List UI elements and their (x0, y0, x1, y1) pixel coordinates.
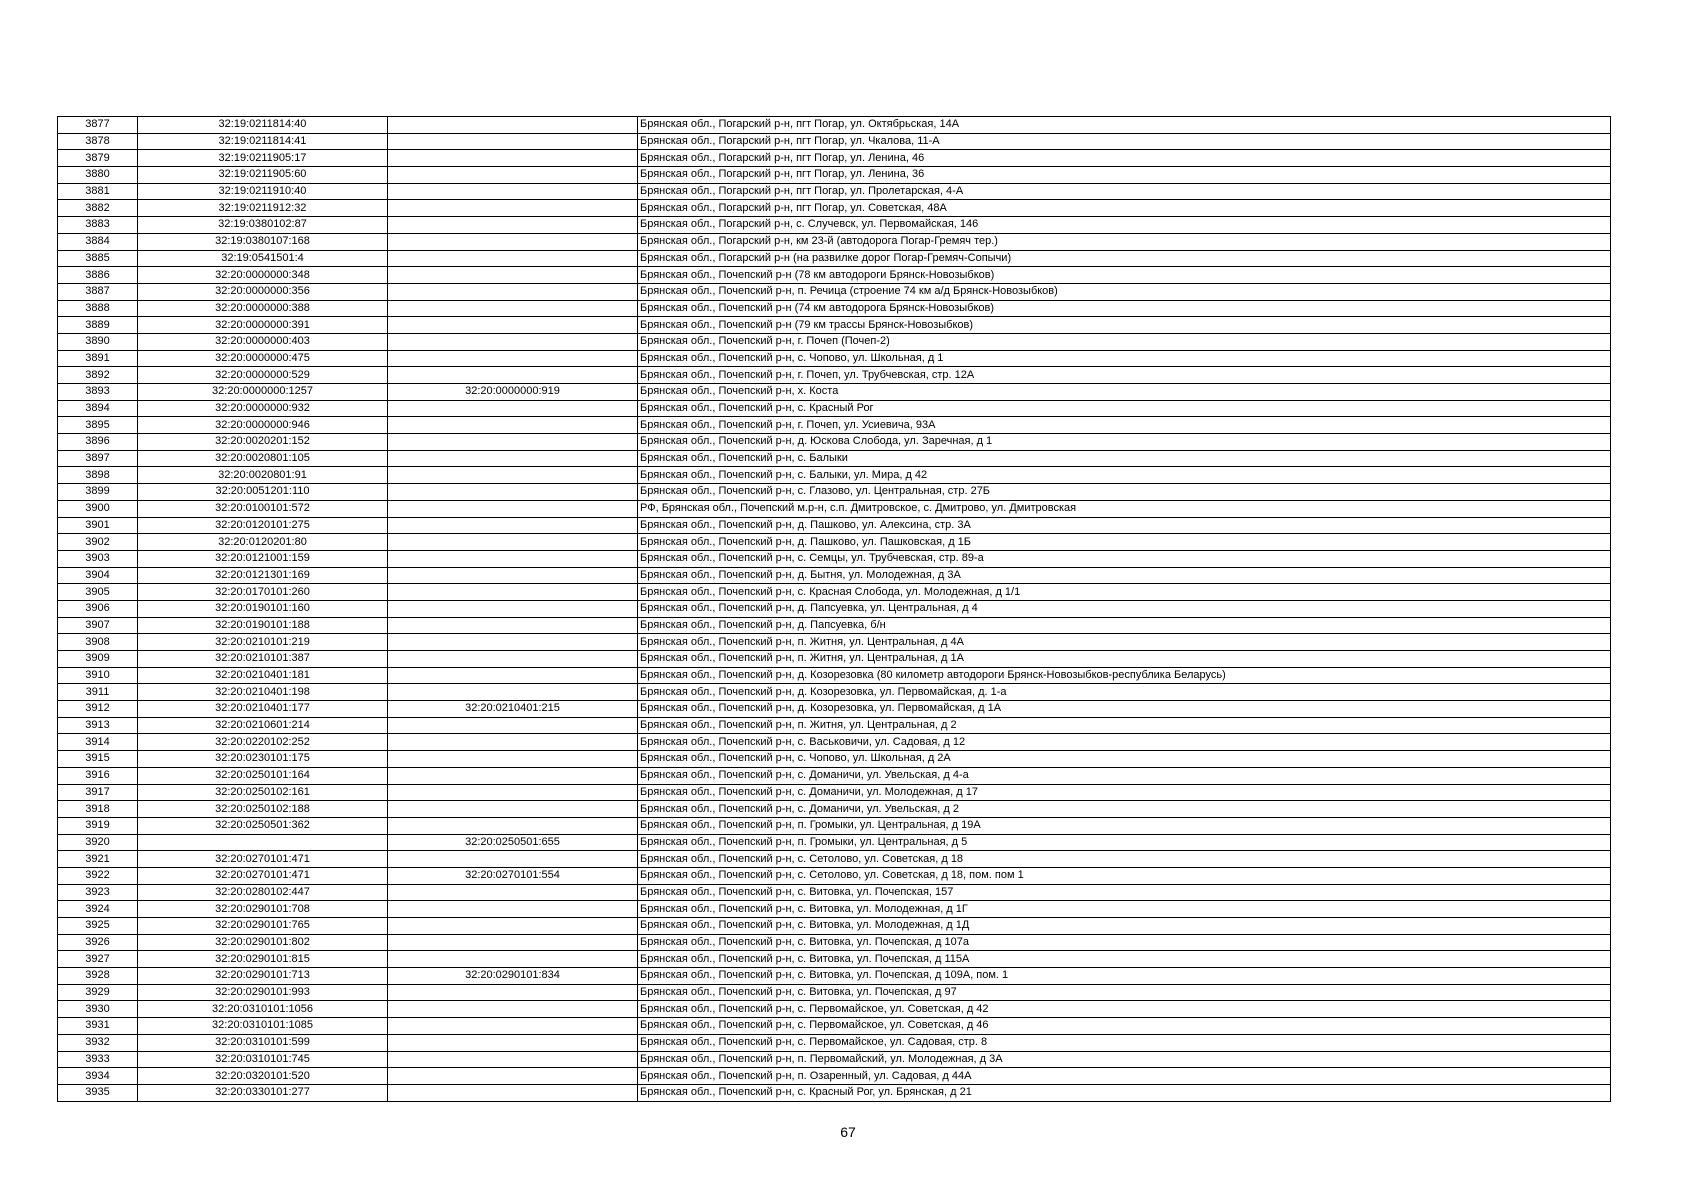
cadastral-number-cell: 32:20:0290101:815 (138, 951, 388, 968)
table-row (58, 550, 1611, 567)
row-number-cell: 3909 (58, 651, 138, 668)
address-cell: Брянская обл., Почепский р-н, п. Первомайский, ул. Молодежная, д 3А (638, 1051, 1611, 1068)
row-number-cell: 3886 (58, 267, 138, 284)
table-row (58, 117, 1611, 134)
page-number: 67 (840, 1124, 856, 1140)
row-number-cell: 3882 (58, 200, 138, 217)
row-number-cell: 3881 (58, 183, 138, 200)
row-number-cell: 3924 (58, 901, 138, 918)
table-row (58, 801, 1611, 818)
table-row (58, 701, 1611, 718)
address-cell: Брянская обл., Почепский р-н, с. Красная Слобода, ул. Молодежная, д 1/1 (638, 584, 1611, 601)
table-body (58, 117, 1611, 1102)
table-row (58, 200, 1611, 217)
cadastral-number-cell: 32:20:0190101:160 (138, 600, 388, 617)
cadastral-number-cell: 32:20:0220102:252 (138, 734, 388, 751)
cadastral-number-cell: 32:19:0211905:60 (138, 167, 388, 184)
address-cell: Брянская обл., Почепский р-н, с. Витовка, ул. Почепская, 157 (638, 884, 1611, 901)
previous-cadastral-number-cell (388, 1034, 638, 1051)
row-number-cell: 3907 (58, 617, 138, 634)
cadastral-number-cell: 32:20:0020801:105 (138, 450, 388, 467)
row-number-cell: 3935 (58, 1084, 138, 1101)
cadastral-number-cell: 32:20:0330101:277 (138, 1084, 388, 1101)
cadastral-number-cell: 32:20:0210101:219 (138, 634, 388, 651)
cadastral-number-cell: 32:20:0250101:164 (138, 767, 388, 784)
address-cell: Брянская обл., Почепский р-н, с. Сетолово, ул. Советская, д 18, пом. пом 1 (638, 867, 1611, 884)
cadastral-number-cell: 32:20:0290101:765 (138, 918, 388, 935)
previous-cadastral-number-cell (388, 584, 638, 601)
cadastral-number-cell: 32:20:0000000:932 (138, 400, 388, 417)
row-number-cell: 3930 (58, 1001, 138, 1018)
previous-cadastral-number-cell (388, 901, 638, 918)
address-cell: Брянская обл., Погарский р-н, пгт Погар, ул. Ленина, 46 (638, 150, 1611, 167)
previous-cadastral-number-cell (388, 500, 638, 517)
cadastral-number-cell: 32:20:0020801:91 (138, 467, 388, 484)
table-row (58, 1018, 1611, 1035)
previous-cadastral-number-cell (388, 400, 638, 417)
address-cell: Брянская обл., Почепский р-н, с. Доманичи, ул. Увельская, д 4-а (638, 767, 1611, 784)
table-row (58, 150, 1611, 167)
registry-table (57, 116, 1611, 1102)
row-number-cell: 3892 (58, 367, 138, 384)
cadastral-number-cell: 32:20:0000000:1257 (138, 384, 388, 401)
cadastral-number-cell: 32:20:0120101:275 (138, 517, 388, 534)
address-cell: Брянская обл., Почепский р-н, с. Сетолово, ул. Советская, д 18 (638, 851, 1611, 868)
cadastral-number-cell: 32:20:0051201:110 (138, 484, 388, 501)
previous-cadastral-number-cell (388, 717, 638, 734)
row-number-cell: 3896 (58, 434, 138, 451)
previous-cadastral-number-cell (388, 951, 638, 968)
address-cell: Брянская обл., Погарский р-н, пгт Погар, ул. Пролетарская, 4-А (638, 183, 1611, 200)
previous-cadastral-number-cell (388, 767, 638, 784)
address-cell: Брянская обл., Почепский р-н, п. Громыки, ул. Центральная, д 5 (638, 834, 1611, 851)
cadastral-number-cell: 32:20:0000000:403 (138, 333, 388, 350)
row-number-cell: 3926 (58, 934, 138, 951)
previous-cadastral-number-cell (388, 117, 638, 134)
row-number-cell: 3890 (58, 333, 138, 350)
address-cell: Брянская обл., Почепский р-н (79 км трассы Брянск-Новозыбков) (638, 317, 1611, 334)
cadastral-number-cell: 32:19:0211814:40 (138, 117, 388, 134)
cadastral-number-cell: 32:20:0121001:159 (138, 550, 388, 567)
address-cell: Брянская обл., Почепский р-н, х. Коста (638, 384, 1611, 401)
row-number-cell: 3932 (58, 1034, 138, 1051)
table-row (58, 333, 1611, 350)
row-number-cell: 3885 (58, 250, 138, 267)
cadastral-number-cell: 32:20:0210101:387 (138, 651, 388, 668)
row-number-cell: 3891 (58, 350, 138, 367)
table-row (58, 851, 1611, 868)
table-row (58, 283, 1611, 300)
row-number-cell: 3923 (58, 884, 138, 901)
table-row (58, 617, 1611, 634)
table-row (58, 267, 1611, 284)
previous-cadastral-number-cell (388, 467, 638, 484)
previous-cadastral-number-cell (388, 784, 638, 801)
previous-cadastral-number-cell (388, 734, 638, 751)
address-cell: Брянская обл., Почепский р-н, п. Житня, ул. Центральная, д 4А (638, 634, 1611, 651)
address-cell: Брянская обл., Почепский р-н, с. Глазово, ул. Центральная, стр. 27Б (638, 484, 1611, 501)
row-number-cell: 3913 (58, 717, 138, 734)
previous-cadastral-number-cell (388, 167, 638, 184)
address-cell: Брянская обл., Почепский р-н, с. Витовка, ул. Молодежная, д 1Д (638, 918, 1611, 935)
row-number-cell: 3934 (58, 1068, 138, 1085)
address-cell: Брянская обл., Почепский р-н (74 км автодорога Брянск-Новозыбков) (638, 300, 1611, 317)
table-row (58, 250, 1611, 267)
row-number-cell: 3878 (58, 133, 138, 150)
previous-cadastral-number-cell (388, 283, 638, 300)
address-cell: Брянская обл., Погарский р-н, пгт Погар, ул. Октябрьская, 14А (638, 117, 1611, 134)
cadastral-number-cell: 32:20:0000000:356 (138, 283, 388, 300)
previous-cadastral-number-cell (388, 550, 638, 567)
address-cell: Брянская обл., Почепский р-н, с. Чопово, ул. Школьная, д 1 (638, 350, 1611, 367)
cadastral-number-cell: 32:20:0190101:188 (138, 617, 388, 634)
address-cell: Брянская обл., Почепский р-н, с. Первомайское, ул. Советская, д 42 (638, 1001, 1611, 1018)
row-number-cell: 3933 (58, 1051, 138, 1068)
address-cell: Брянская обл., Почепский р-н, п. Речица (строение 74 км а/д Брянск-Новозыбков) (638, 283, 1611, 300)
previous-cadastral-number-cell (388, 1051, 638, 1068)
previous-cadastral-number-cell (388, 133, 638, 150)
address-cell: Брянская обл., Почепский р-н, с. Витовка, ул. Почепская, д 115А (638, 951, 1611, 968)
address-cell: Брянская обл., Почепский р-н, с. Витовка, ул. Молодежная, д 1Г (638, 901, 1611, 918)
table-row (58, 901, 1611, 918)
table-row (58, 867, 1611, 884)
address-cell: Брянская обл., Почепский р-н, д. Юскова Слобода, ул. Заречная, д 1 (638, 434, 1611, 451)
table-row (58, 567, 1611, 584)
cadastral-number-cell: 32:20:0210401:177 (138, 701, 388, 718)
previous-cadastral-number-cell (388, 267, 638, 284)
cadastral-number-cell: 32:20:0000000:946 (138, 417, 388, 434)
address-cell: Брянская обл., Погарский р-н, км 23-й (автодорога Погар-Гремяч тер.) (638, 233, 1611, 250)
address-cell: Брянская обл., Почепский р-н, с. Витовка, ул. Почепская, д 97 (638, 984, 1611, 1001)
previous-cadastral-number-cell (388, 751, 638, 768)
cadastral-number-cell: 32:20:0170101:260 (138, 584, 388, 601)
address-cell: РФ, Брянская обл., Почепский м.р-н, с.п. Дмитровское, с. Дмитрово, ул. Дмитровская (638, 500, 1611, 517)
table-row (58, 517, 1611, 534)
table-row (58, 1084, 1611, 1101)
row-number-cell: 3905 (58, 584, 138, 601)
table-row (58, 717, 1611, 734)
previous-cadastral-number-cell (388, 183, 638, 200)
address-cell: Брянская обл., Почепский р-н, с. Первомайское, ул. Советская, д 46 (638, 1018, 1611, 1035)
row-number-cell: 3927 (58, 951, 138, 968)
cadastral-number-cell: 32:20:0020201:152 (138, 434, 388, 451)
previous-cadastral-number-cell (388, 884, 638, 901)
table-row (58, 417, 1611, 434)
table-row (58, 951, 1611, 968)
cadastral-number-cell: 32:20:0000000:391 (138, 317, 388, 334)
address-cell: Брянская обл., Почепский р-н, с. Доманичи, ул. Увельская, д 2 (638, 801, 1611, 818)
row-number-cell: 3929 (58, 984, 138, 1001)
table-row (58, 217, 1611, 234)
cadastral-number-cell: 32:20:0250501:362 (138, 817, 388, 834)
previous-cadastral-number-cell (388, 1084, 638, 1101)
table-row (58, 534, 1611, 551)
previous-cadastral-number-cell (388, 333, 638, 350)
cadastral-number-cell: 32:20:0290101:802 (138, 934, 388, 951)
address-cell: Брянская обл., Почепский р-н, г. Почеп (Почеп-2) (638, 333, 1611, 350)
previous-cadastral-number-cell (388, 200, 638, 217)
previous-cadastral-number-cell (388, 517, 638, 534)
address-cell: Брянская обл., Почепский р-н, п. Житня, ул. Центральная, д 2 (638, 717, 1611, 734)
previous-cadastral-number-cell: 32:20:0270101:554 (388, 867, 638, 884)
table-row (58, 968, 1611, 985)
row-number-cell: 3894 (58, 400, 138, 417)
cadastral-number-cell: 32:20:0280102:447 (138, 884, 388, 901)
previous-cadastral-number-cell (388, 567, 638, 584)
row-number-cell: 3912 (58, 701, 138, 718)
table-row (58, 817, 1611, 834)
row-number-cell: 3919 (58, 817, 138, 834)
row-number-cell: 3884 (58, 233, 138, 250)
row-number-cell: 3895 (58, 417, 138, 434)
previous-cadastral-number-cell (388, 233, 638, 250)
table-row (58, 584, 1611, 601)
cadastral-number-cell: 32:20:0000000:475 (138, 350, 388, 367)
cadastral-number-cell: 32:20:0000000:348 (138, 267, 388, 284)
row-number-cell: 3914 (58, 734, 138, 751)
cadastral-number-cell: 32:20:0100101:572 (138, 500, 388, 517)
address-cell: Брянская обл., Почепский р-н, с. Доманичи, ул. Молодежная, д 17 (638, 784, 1611, 801)
table-row (58, 500, 1611, 517)
address-cell: Брянская обл., Почепский р-н, д. Бытня, ул. Молодежная, д 3А (638, 567, 1611, 584)
cadastral-number-cell: 32:19:0211912:32 (138, 200, 388, 217)
previous-cadastral-number-cell: 32:20:0000000:919 (388, 384, 638, 401)
address-cell: Брянская обл., Погарский р-н, с. Случевск, ул. Первомайская, 146 (638, 217, 1611, 234)
cadastral-number-cell: 32:20:0310101:599 (138, 1034, 388, 1051)
table-row (58, 1034, 1611, 1051)
previous-cadastral-number-cell: 32:20:0210401:215 (388, 701, 638, 718)
cadastral-number-cell: 32:20:0310101:1085 (138, 1018, 388, 1035)
cadastral-number-cell: 32:20:0000000:529 (138, 367, 388, 384)
table-row (58, 167, 1611, 184)
table-row (58, 1068, 1611, 1085)
cadastral-number-cell: 32:20:0270101:471 (138, 867, 388, 884)
row-number-cell: 3921 (58, 851, 138, 868)
address-cell: Брянская обл., Погарский р-н, пгт Погар, ул. Ленина, 36 (638, 167, 1611, 184)
cadastral-number-cell: 32:19:0211905:17 (138, 150, 388, 167)
table-row (58, 484, 1611, 501)
address-cell: Брянская обл., Погарский р-н, пгт Погар, ул. Советская, 48А (638, 200, 1611, 217)
cadastral-number-cell: 32:20:0210401:181 (138, 667, 388, 684)
row-number-cell: 3889 (58, 317, 138, 334)
row-number-cell: 3916 (58, 767, 138, 784)
address-cell: Брянская обл., Почепский р-н, д. Козорезовка, ул. Первомайская, д. 1-а (638, 684, 1611, 701)
table-row (58, 684, 1611, 701)
previous-cadastral-number-cell (388, 367, 638, 384)
table-row (58, 751, 1611, 768)
address-cell: Брянская обл., Почепский р-н, с. Красный Рог (638, 400, 1611, 417)
row-number-cell: 3897 (58, 450, 138, 467)
previous-cadastral-number-cell: 32:20:0290101:834 (388, 968, 638, 985)
row-number-cell: 3900 (58, 500, 138, 517)
previous-cadastral-number-cell (388, 217, 638, 234)
row-number-cell: 3910 (58, 667, 138, 684)
cadastral-number-cell: 32:20:0121301:169 (138, 567, 388, 584)
row-number-cell: 3911 (58, 684, 138, 701)
previous-cadastral-number-cell (388, 250, 638, 267)
cadastral-number-cell: 32:20:0290101:993 (138, 984, 388, 1001)
address-cell: Брянская обл., Почепский р-н, с. Васьковичи, ул. Садовая, д 12 (638, 734, 1611, 751)
previous-cadastral-number-cell: 32:20:0250501:655 (388, 834, 638, 851)
table-row (58, 133, 1611, 150)
cadastral-number-cell: 32:19:0541501:4 (138, 250, 388, 267)
previous-cadastral-number-cell (388, 450, 638, 467)
row-number-cell: 3893 (58, 384, 138, 401)
address-cell: Брянская обл., Почепский р-н, п. Житня, ул. Центральная, д 1А (638, 651, 1611, 668)
address-cell: Брянская обл., Почепский р-н, п. Громыки, ул. Центральная, д 19А (638, 817, 1611, 834)
previous-cadastral-number-cell (388, 417, 638, 434)
previous-cadastral-number-cell (388, 684, 638, 701)
cadastral-number-cell: 32:19:0211910:40 (138, 183, 388, 200)
address-cell: Брянская обл., Почепский р-н, д. Пашково, ул. Пашковская, д 1Б (638, 534, 1611, 551)
row-number-cell: 3883 (58, 217, 138, 234)
row-number-cell: 3898 (58, 467, 138, 484)
cadastral-number-cell: 32:20:0000000:388 (138, 300, 388, 317)
previous-cadastral-number-cell (388, 634, 638, 651)
cadastral-number-cell: 32:20:0250102:161 (138, 784, 388, 801)
cadastral-number-cell: 32:19:0380107:168 (138, 233, 388, 250)
table-row (58, 300, 1611, 317)
table-row (58, 984, 1611, 1001)
address-cell: Брянская обл., Почепский р-н, с. Первомайское, ул. Садовая, стр. 8 (638, 1034, 1611, 1051)
row-number-cell: 3877 (58, 117, 138, 134)
table-row (58, 918, 1611, 935)
address-cell: Брянская обл., Почепский р-н, г. Почеп, ул. Трубчевская, стр. 12А (638, 367, 1611, 384)
row-number-cell: 3925 (58, 918, 138, 935)
table-row (58, 317, 1611, 334)
cadastral-number-cell (138, 834, 388, 851)
cadastral-number-cell: 32:20:0250102:188 (138, 801, 388, 818)
row-number-cell: 3899 (58, 484, 138, 501)
row-number-cell: 3918 (58, 801, 138, 818)
previous-cadastral-number-cell (388, 984, 638, 1001)
previous-cadastral-number-cell (388, 600, 638, 617)
previous-cadastral-number-cell (388, 300, 638, 317)
previous-cadastral-number-cell (388, 617, 638, 634)
cadastral-number-cell: 32:20:0210401:198 (138, 684, 388, 701)
table-row (58, 350, 1611, 367)
address-cell: Брянская обл., Почепский р-н, д. Папсуевка, ул. Центральная, д 4 (638, 600, 1611, 617)
row-number-cell: 3920 (58, 834, 138, 851)
previous-cadastral-number-cell (388, 1001, 638, 1018)
cadastral-number-cell: 32:20:0210601:214 (138, 717, 388, 734)
address-cell: Брянская обл., Почепский р-н, с. Чопово, ул. Школьная, д 2А (638, 751, 1611, 768)
previous-cadastral-number-cell (388, 484, 638, 501)
address-cell: Брянская обл., Почепский р-н, с. Витовка, ул. Почепская, д 107а (638, 934, 1611, 951)
previous-cadastral-number-cell (388, 651, 638, 668)
previous-cadastral-number-cell (388, 667, 638, 684)
table-row (58, 934, 1611, 951)
row-number-cell: 3901 (58, 517, 138, 534)
address-cell: Брянская обл., Почепский р-н, п. Озаренный, ул. Садовая, д 44А (638, 1068, 1611, 1085)
cadastral-number-cell: 32:19:0380102:87 (138, 217, 388, 234)
row-number-cell: 3908 (58, 634, 138, 651)
table-row (58, 233, 1611, 250)
cadastral-number-cell: 32:20:0230101:175 (138, 751, 388, 768)
address-cell: Брянская обл., Почепский р-н, с. Витовка, ул. Почепская, д 109А, пом. 1 (638, 968, 1611, 985)
address-cell: Брянская обл., Почепский р-н, д. Козорезовка (80 километр автодороги Брянск-Новозыбков-республика Беларусь) (638, 667, 1611, 684)
table-row (58, 651, 1611, 668)
table-row (58, 1001, 1611, 1018)
row-number-cell: 3915 (58, 751, 138, 768)
previous-cadastral-number-cell (388, 434, 638, 451)
address-cell: Брянская обл., Почепский р-н, г. Почеп, ул. Усиевича, 93А (638, 417, 1611, 434)
cadastral-number-cell: 32:20:0320101:520 (138, 1068, 388, 1085)
row-number-cell: 3903 (58, 550, 138, 567)
address-cell: Брянская обл., Почепский р-н, д. Козорезовка, ул. Первомайская, д 1А (638, 701, 1611, 718)
previous-cadastral-number-cell (388, 918, 638, 935)
table-row (58, 400, 1611, 417)
cadastral-number-cell: 32:20:0270101:471 (138, 851, 388, 868)
previous-cadastral-number-cell (388, 534, 638, 551)
previous-cadastral-number-cell (388, 817, 638, 834)
address-cell: Брянская обл., Почепский р-н, д. Папсуевка, б/н (638, 617, 1611, 634)
row-number-cell: 3928 (58, 968, 138, 985)
table-row (58, 667, 1611, 684)
table-row (58, 784, 1611, 801)
cadastral-number-cell: 32:20:0290101:713 (138, 968, 388, 985)
row-number-cell: 3917 (58, 784, 138, 801)
table-row (58, 834, 1611, 851)
cadastral-number-cell: 32:20:0120201:80 (138, 534, 388, 551)
previous-cadastral-number-cell (388, 350, 638, 367)
address-cell: Брянская обл., Погарский р-н (на развилке дорог Погар-Гремяч-Сопычи) (638, 250, 1611, 267)
table-row (58, 767, 1611, 784)
address-cell: Брянская обл., Почепский р-н, с. Балыки (638, 450, 1611, 467)
row-number-cell: 3906 (58, 600, 138, 617)
address-cell: Брянская обл., Погарский р-н, пгт Погар, ул. Чкалова, 11-А (638, 133, 1611, 150)
address-cell: Брянская обл., Почепский р-н, д. Пашково, ул. Алексина, стр. 3А (638, 517, 1611, 534)
table-row (58, 183, 1611, 200)
previous-cadastral-number-cell (388, 801, 638, 818)
table-row (58, 384, 1611, 401)
table-row (58, 434, 1611, 451)
previous-cadastral-number-cell (388, 851, 638, 868)
table-row (58, 1051, 1611, 1068)
address-cell: Брянская обл., Почепский р-н, с. Балыки, ул. Мира, д 42 (638, 467, 1611, 484)
row-number-cell: 3888 (58, 300, 138, 317)
address-cell: Брянская обл., Почепский р-н (78 км автодороги Брянск-Новозыбков) (638, 267, 1611, 284)
table-row (58, 884, 1611, 901)
table-row (58, 450, 1611, 467)
table-row (58, 634, 1611, 651)
previous-cadastral-number-cell (388, 1068, 638, 1085)
previous-cadastral-number-cell (388, 150, 638, 167)
row-number-cell: 3931 (58, 1018, 138, 1035)
cadastral-number-cell: 32:20:0310101:745 (138, 1051, 388, 1068)
row-number-cell: 3880 (58, 167, 138, 184)
address-cell: Брянская обл., Почепский р-н, с. Семцы, ул. Трубчевская, стр. 89-а (638, 550, 1611, 567)
table-row (58, 367, 1611, 384)
previous-cadastral-number-cell (388, 1018, 638, 1035)
row-number-cell: 3902 (58, 534, 138, 551)
previous-cadastral-number-cell (388, 317, 638, 334)
table-row (58, 467, 1611, 484)
row-number-cell: 3887 (58, 283, 138, 300)
cadastral-number-cell: 32:20:0290101:708 (138, 901, 388, 918)
cadastral-number-cell: 32:19:0211814:41 (138, 133, 388, 150)
cadastral-number-cell: 32:20:0310101:1056 (138, 1001, 388, 1018)
table-row (58, 734, 1611, 751)
row-number-cell: 3879 (58, 150, 138, 167)
row-number-cell: 3922 (58, 867, 138, 884)
previous-cadastral-number-cell (388, 934, 638, 951)
table-row (58, 600, 1611, 617)
row-number-cell: 3904 (58, 567, 138, 584)
address-cell: Брянская обл., Почепский р-н, с. Красный Рог, ул. Брянская, д 21 (638, 1084, 1611, 1101)
